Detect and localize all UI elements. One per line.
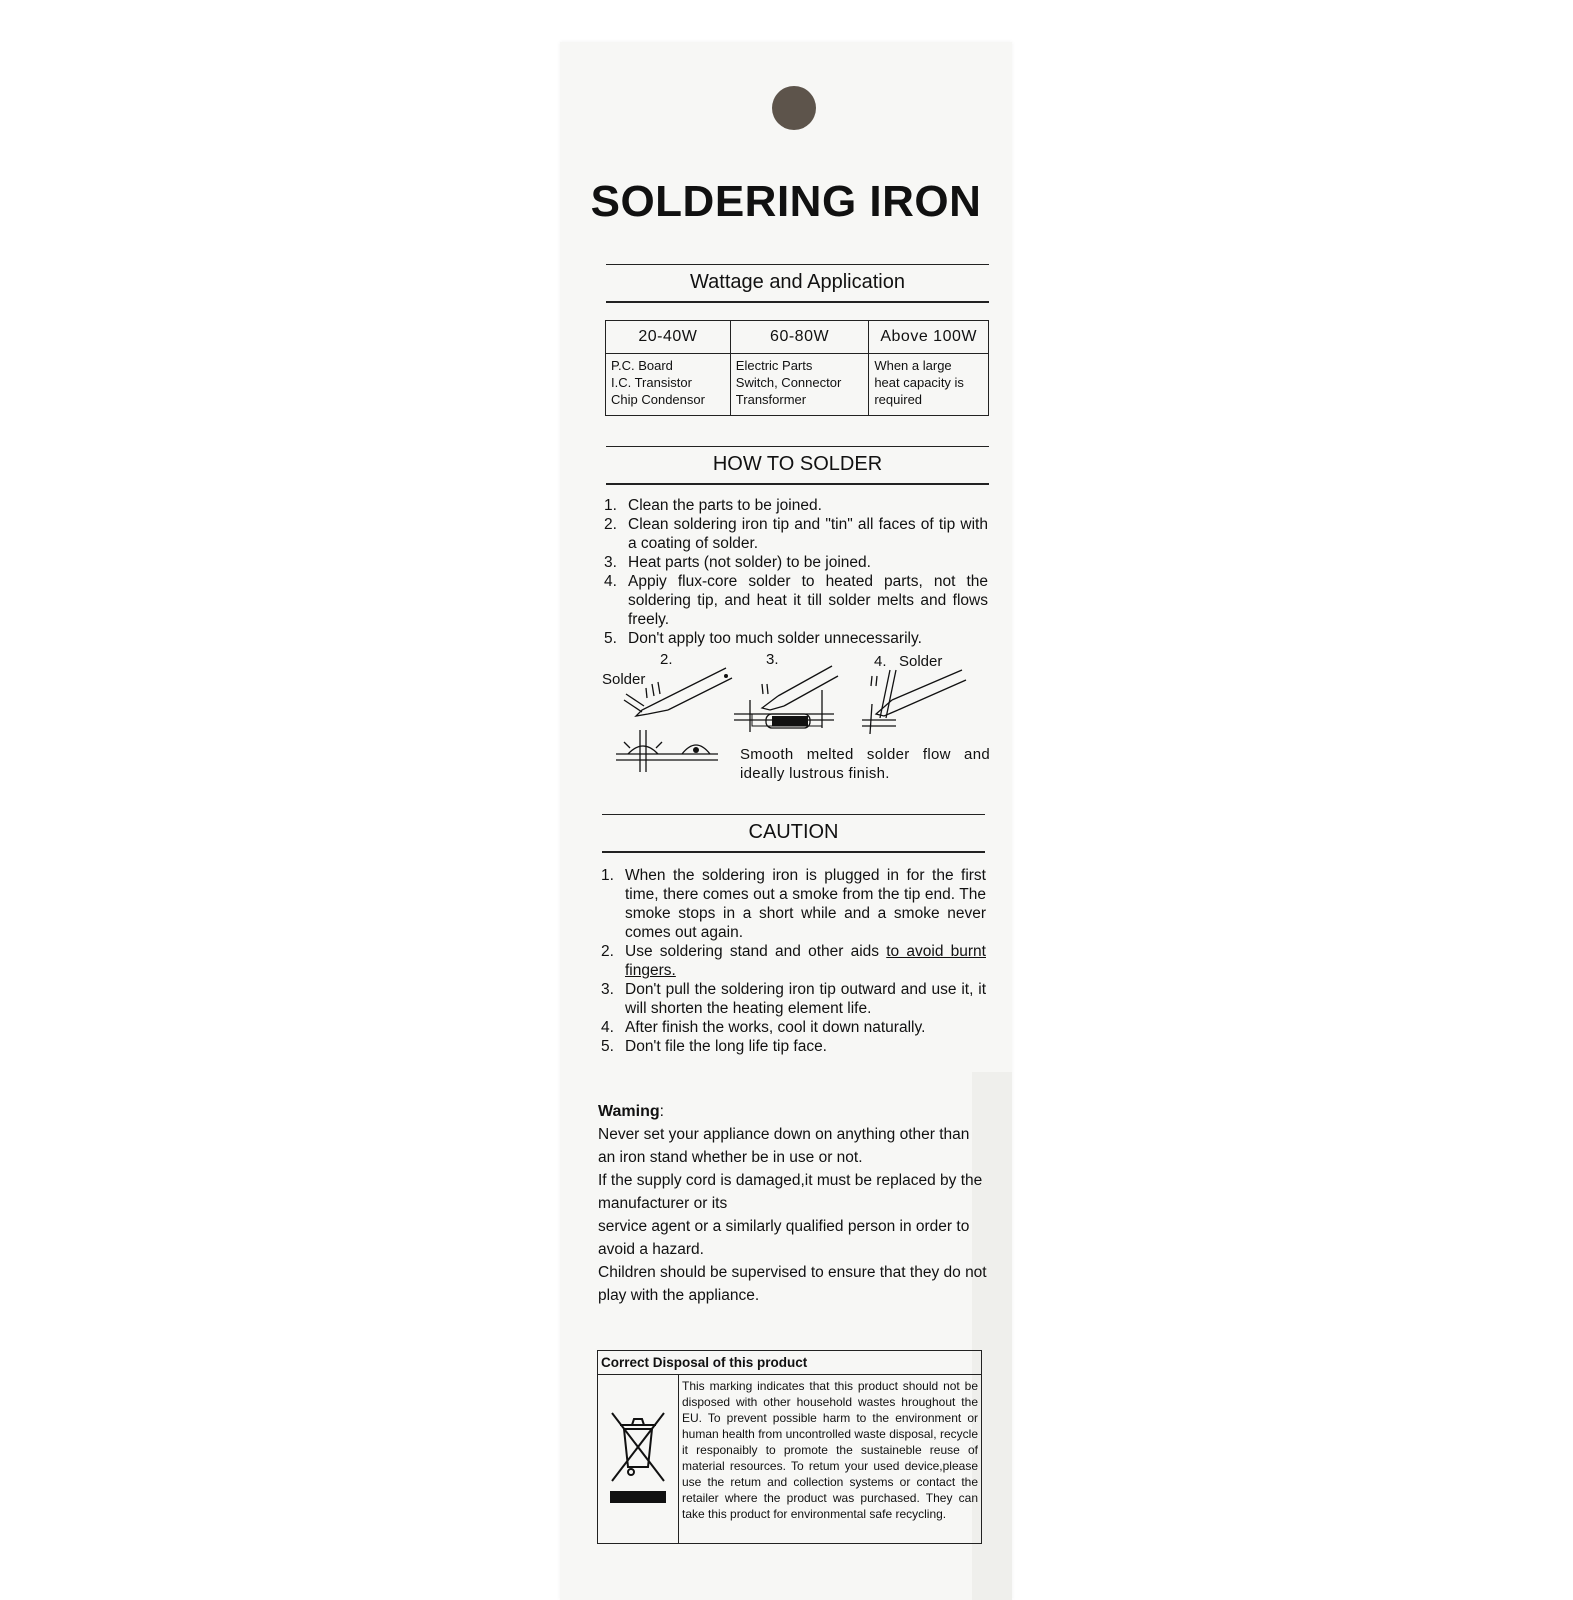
step-number: 1. xyxy=(601,867,614,884)
illus-label-solder: Solder xyxy=(899,653,943,670)
step-number: 4. xyxy=(601,1019,614,1036)
list-item xyxy=(601,1018,986,1037)
wattage-col-header: Above 100W xyxy=(869,321,989,354)
how-to-section-header xyxy=(606,446,989,485)
illus-label-step: 4. xyxy=(874,653,887,670)
wattage-heading: Wattage and Application xyxy=(690,271,905,293)
wattage-cell-line: P.C. Board xyxy=(611,358,673,373)
list-item xyxy=(601,1037,986,1056)
step-number: 5. xyxy=(604,630,617,647)
warning-paragraph: Never set your appliance down on anything other than an iron stand whether be in use or not. xyxy=(598,1126,970,1166)
wattage-cell-line: Electric Parts xyxy=(735,358,813,373)
step-text: Don't apply too much solder unnecessarily. xyxy=(628,630,922,647)
illus-label-step: 3. xyxy=(766,651,779,668)
wattage-table xyxy=(605,320,989,416)
step-text: Clean the parts to be joined. xyxy=(628,497,822,514)
list-item xyxy=(601,980,986,1018)
list-item xyxy=(604,553,988,572)
warning-title: Waming xyxy=(598,1103,660,1120)
step-number: 5. xyxy=(601,1038,614,1055)
caution-steps xyxy=(601,866,986,1056)
step-text: Don't file the long life tip face. xyxy=(625,1038,827,1055)
how-to-heading: HOW TO SOLDER xyxy=(712,453,883,475)
step-number: 3. xyxy=(604,554,617,571)
list-item xyxy=(604,515,988,553)
step-text: Clean soldering iron tip and "tin" all faces of tip with a coating of solder. xyxy=(628,516,988,552)
wattage-cell xyxy=(606,354,731,416)
step-number: 1. xyxy=(604,497,617,514)
divider xyxy=(602,851,985,853)
disposal-box xyxy=(597,1350,982,1544)
step-number: 4. xyxy=(604,573,617,590)
step-text: Use soldering stand and other aids xyxy=(625,943,887,960)
divider xyxy=(606,483,989,485)
list-item xyxy=(604,629,988,648)
list-item xyxy=(601,866,986,942)
divider xyxy=(606,301,989,303)
step-number: 2. xyxy=(601,943,614,960)
wattage-cell-line: Transformer xyxy=(735,392,807,407)
step-text: Don't pull the soldering iron tip outward and use it, it will shorten the heating element life. xyxy=(625,981,986,1017)
wattage-cell-line: heat capacity is xyxy=(874,375,964,390)
wattage-col-header: 20-40W xyxy=(606,321,731,354)
disposal-icon-cell xyxy=(598,1375,679,1543)
list-item xyxy=(601,942,986,980)
wattage-section-header xyxy=(606,264,989,303)
warning-paragraph: service agent or a similarly qualified person in order to avoid a hazard. xyxy=(598,1218,970,1258)
hang-hole xyxy=(772,86,816,130)
step-text-underlined: to avoid burnt fingers. xyxy=(625,943,986,979)
illus-label-solder: Solder xyxy=(602,671,646,688)
warning-colon: : xyxy=(659,1103,664,1120)
product-title: SOLDERING IRON xyxy=(590,177,982,226)
step-text: When the soldering iron is plugged in for the first time, there comes out a smoke from the tip end. The smoke stops in a short while and a smoke never comes out again. xyxy=(625,867,986,941)
step-number: 3. xyxy=(601,981,614,998)
step-text: Appiy flux-core solder to heated parts, not the soldering tip, and heat it till solder melts and flows freely. xyxy=(628,573,988,628)
warning-block xyxy=(598,1100,990,1307)
wattage-cell-line: When a large xyxy=(874,358,952,373)
wattage-cell xyxy=(730,354,869,416)
how-to-steps xyxy=(604,496,988,648)
caution-heading: CAUTION xyxy=(748,821,839,843)
wattage-cell xyxy=(869,354,989,416)
illus-label-step: 2. xyxy=(660,651,673,668)
step-text: Heat parts (not solder) to be joined. xyxy=(628,554,871,571)
joint-dot xyxy=(693,747,699,753)
warning-paragraph: Children should be supervised to ensure that they do not play with the appliance. xyxy=(598,1264,987,1304)
wattage-cell-line: required xyxy=(874,392,923,407)
disposal-heading: Correct Disposal of this product xyxy=(598,1351,981,1375)
list-item xyxy=(604,572,988,629)
caution-section-header xyxy=(602,814,985,853)
wattage-cell-line: Chip Condensor xyxy=(611,392,705,407)
wattage-cell-line: I.C. Transistor xyxy=(611,375,692,390)
list-item xyxy=(604,496,988,515)
step-text: After finish the works, cool it down naturally. xyxy=(625,1019,926,1036)
warning-paragraph: If the supply cord is damaged,it must be replaced by the manufacturer or its xyxy=(598,1172,983,1212)
crossed-out-wheelie-bin-icon xyxy=(598,1375,678,1543)
step-number: 2. xyxy=(604,516,617,533)
wattage-cell-line: Switch, Connector xyxy=(735,375,842,390)
disposal-text: This marking indicates that this product should not be disposed with other household wastes hroughout the EU. To prevent possible harm to the environment or human health from uncontrolled waste disposal, recycle it responaibly to promote the sustaineble reuse of material resources. To retum your used device,please use the retum and collection systems or contact the retailer where the product was purchased. They can take this product for environmental safe recycling. xyxy=(682,1379,978,1521)
wattage-col-header: 60-80W xyxy=(730,321,869,354)
illustration-caption: Smooth melted solder flow and ideally lustrous finish. xyxy=(740,746,990,782)
